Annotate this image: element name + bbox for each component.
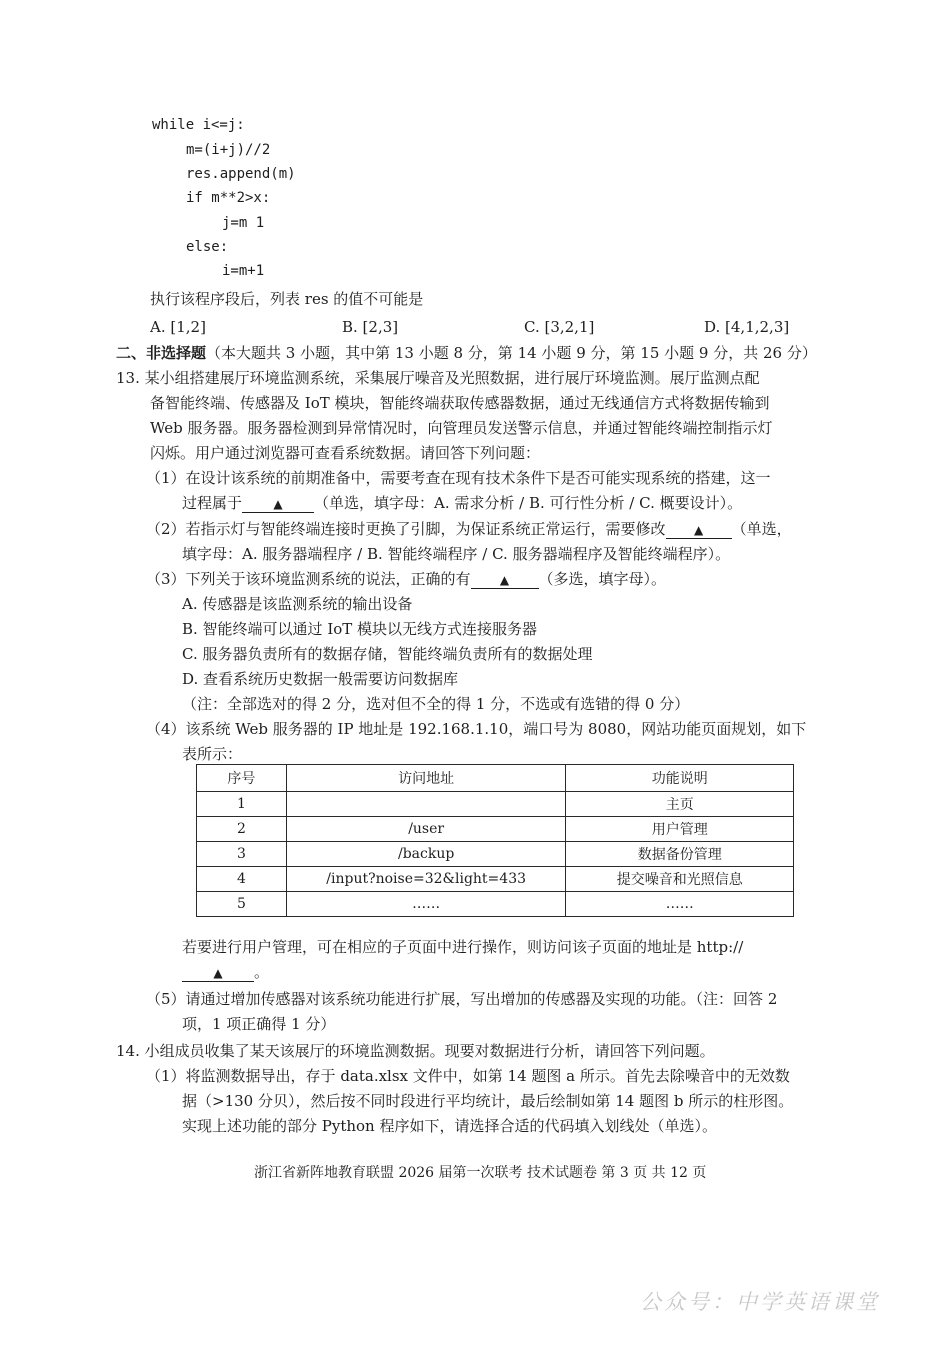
sub-question-5: （5）请通过增加传感器对该系统功能进行扩展，写出增加的传感器及实现的功能。（注：回答 2 <box>146 990 778 1008</box>
blank-marker-icon: ▲ <box>499 573 510 587</box>
table-cell: 5 <box>197 892 287 917</box>
option-b: B. [2,3] <box>342 318 399 336</box>
question-stem: 13. 某小组搭建展厅环境监测系统，采集展厅噪音及光照数据，进行展厅环境监测。展厅监测点配 <box>116 369 760 387</box>
code-line: m=(i+j)//2 <box>186 142 271 158</box>
sub-question-4-prompt: 若要进行用户管理，可在相应的子页面中进行操作，则访问该子页面的地址是 http:// <box>182 938 744 956</box>
page-footer: 浙江省新阵地教育联盟 2026 届第一次联考 技术试题卷 第 3 页 共 12 页 <box>254 1165 707 1181</box>
sub-question-1-line-3: 实现上述功能的部分 Python 程序如下，请选择合适的代码填入划线处（单选）。 <box>182 1117 717 1135</box>
table-cell: 2 <box>197 817 287 842</box>
page-plan-table <box>196 764 794 917</box>
question-stem: 14. 小组成员收集了某天该展厅的环境监测数据。现要对数据进行分析，请回答下列问题。 <box>116 1042 715 1060</box>
table-row <box>197 867 794 892</box>
table-cell: 数据备份管理 <box>566 842 794 867</box>
table-row <box>197 817 794 842</box>
sub-question-1: （1）在设计该系统的前期准备中，需要考查在现有技术条件下是否可能实现系统的搭建，这一 <box>146 469 771 487</box>
watermark-text: 公众号：中学英语课堂 <box>640 1290 880 1314</box>
question-text: （单选，填字母：A. 需求分析 / B. 可行性分析 / C. 概要设计）。 <box>314 494 743 512</box>
answer-blank[interactable] <box>666 523 732 539</box>
table-header-row <box>197 765 794 792</box>
option-d: D. [4,1,2,3] <box>704 318 790 336</box>
blank-marker-icon: ▲ <box>213 966 223 980</box>
question-stem: 闪烁。用户通过浏览器可查看系统数据。请回答下列问题： <box>150 444 541 462</box>
table-row <box>197 842 794 867</box>
table-cell: 主页 <box>566 792 794 817</box>
column-header: 序号 <box>197 765 287 792</box>
sub-question-3 <box>146 568 666 589</box>
column-header: 访问地址 <box>286 765 566 792</box>
section-heading <box>116 342 817 363</box>
table-row <box>197 892 794 917</box>
table-cell: …… <box>566 892 794 917</box>
table-cell: 3 <box>197 842 287 867</box>
sub-question-1: （1）将监测数据导出，存于 data.xlsx 文件中，如第 14 题图 a 所示。首先去除噪音中的无效数 <box>146 1067 790 1085</box>
code-line: i=m+1 <box>222 263 265 279</box>
question-text: （单选， <box>731 520 792 538</box>
option-b: B. 智能终端可以通过 IoT 模块以无线方式连接服务器 <box>182 620 538 638</box>
sub-question-1-line-2 <box>182 492 742 513</box>
answer-blank[interactable] <box>471 573 539 589</box>
option-c: C. [3,2,1] <box>524 318 595 336</box>
question-text: 。 <box>254 963 270 981</box>
sub-question-2 <box>146 518 792 539</box>
question-stem: 备智能终端、传感器及 IoT 模块，智能终端获取传感器数据，通过无线通信方式将数据传输到 <box>150 394 770 412</box>
sub-question-1-line-2: 据（>130 分贝），然后按不同时段进行平均统计，最后绘制如第 14 题图 b 所示的柱形图。 <box>182 1092 794 1110</box>
code-line: while i<=j: <box>152 117 245 133</box>
question-stem: Web 服务器。服务器检测到异常情况时，向管理员发送警示信息，并通过智能终端控制指示灯 <box>150 419 773 437</box>
answer-blank[interactable] <box>242 497 314 513</box>
sub-question-2-line-2: 填字母：A. 服务器端程序 / B. 智能终端程序 / C. 服务器端程序及智能终端程序）。 <box>182 545 731 563</box>
question-text: （多选，填字母）。 <box>538 570 667 588</box>
section-description: （本大题共 3 小题，其中第 13 小题 8 分，第 14 小题 9 分，第 15 小题 9 分，共 26 分） <box>206 344 817 362</box>
question-stem: 执行该程序段后，列表 res 的值不可能是 <box>150 290 424 308</box>
question-text: （3）下列关于该环境监测系统的说法，正确的有 <box>146 570 471 588</box>
sub-question-4-answer <box>182 961 269 982</box>
sub-question-5-line-2: 项，1 项正确得 1 分） <box>182 1015 336 1033</box>
code-line: j=m 1 <box>222 215 265 231</box>
table-cell <box>286 792 566 817</box>
code-line: if m**2>x: <box>186 190 271 206</box>
table-cell: /input?noise=32&light=433 <box>286 867 566 892</box>
table-cell: /user <box>286 817 566 842</box>
option-c: C. 服务器负责所有的数据存储，智能终端负责所有的数据处理 <box>182 645 593 663</box>
code-line: res.append(m) <box>186 166 296 182</box>
blank-marker-icon: ▲ <box>273 497 283 511</box>
question-text: （2）若指示灯与智能终端连接时更换了引脚，为保证系统正常运行，需要修改 <box>146 520 666 538</box>
table-cell: 4 <box>197 867 287 892</box>
answer-blank[interactable] <box>182 966 254 982</box>
table-cell: …… <box>286 892 566 917</box>
table-cell: 1 <box>197 792 287 817</box>
table-cell: 提交噪音和光照信息 <box>566 867 794 892</box>
column-header: 功能说明 <box>566 765 794 792</box>
option-d: D. 查看系统历史数据一般需要访问数据库 <box>182 670 459 688</box>
table-cell: 用户管理 <box>566 817 794 842</box>
blank-marker-icon: ▲ <box>693 523 704 537</box>
section-title: 二、非选择题 <box>116 344 207 362</box>
question-text: 过程属于 <box>182 494 243 512</box>
code-line: else: <box>186 239 229 255</box>
scoring-note: （注：全部选对的得 2 分，选对但不全的得 1 分，不选或有选错的得 0 分） <box>182 695 690 713</box>
table-cell: /backup <box>286 842 566 867</box>
option-a: A. 传感器是该监测系统的输出设备 <box>182 595 413 613</box>
sub-question-4: （4）该系统 Web 服务器的 IP 地址是 192.168.1.10，端口号为 8080，网站功能页面规划，如下 <box>146 720 807 738</box>
table-row <box>197 792 794 817</box>
sub-question-4-line-2: 表所示： <box>182 745 243 763</box>
option-a: A. [1,2] <box>150 318 206 336</box>
